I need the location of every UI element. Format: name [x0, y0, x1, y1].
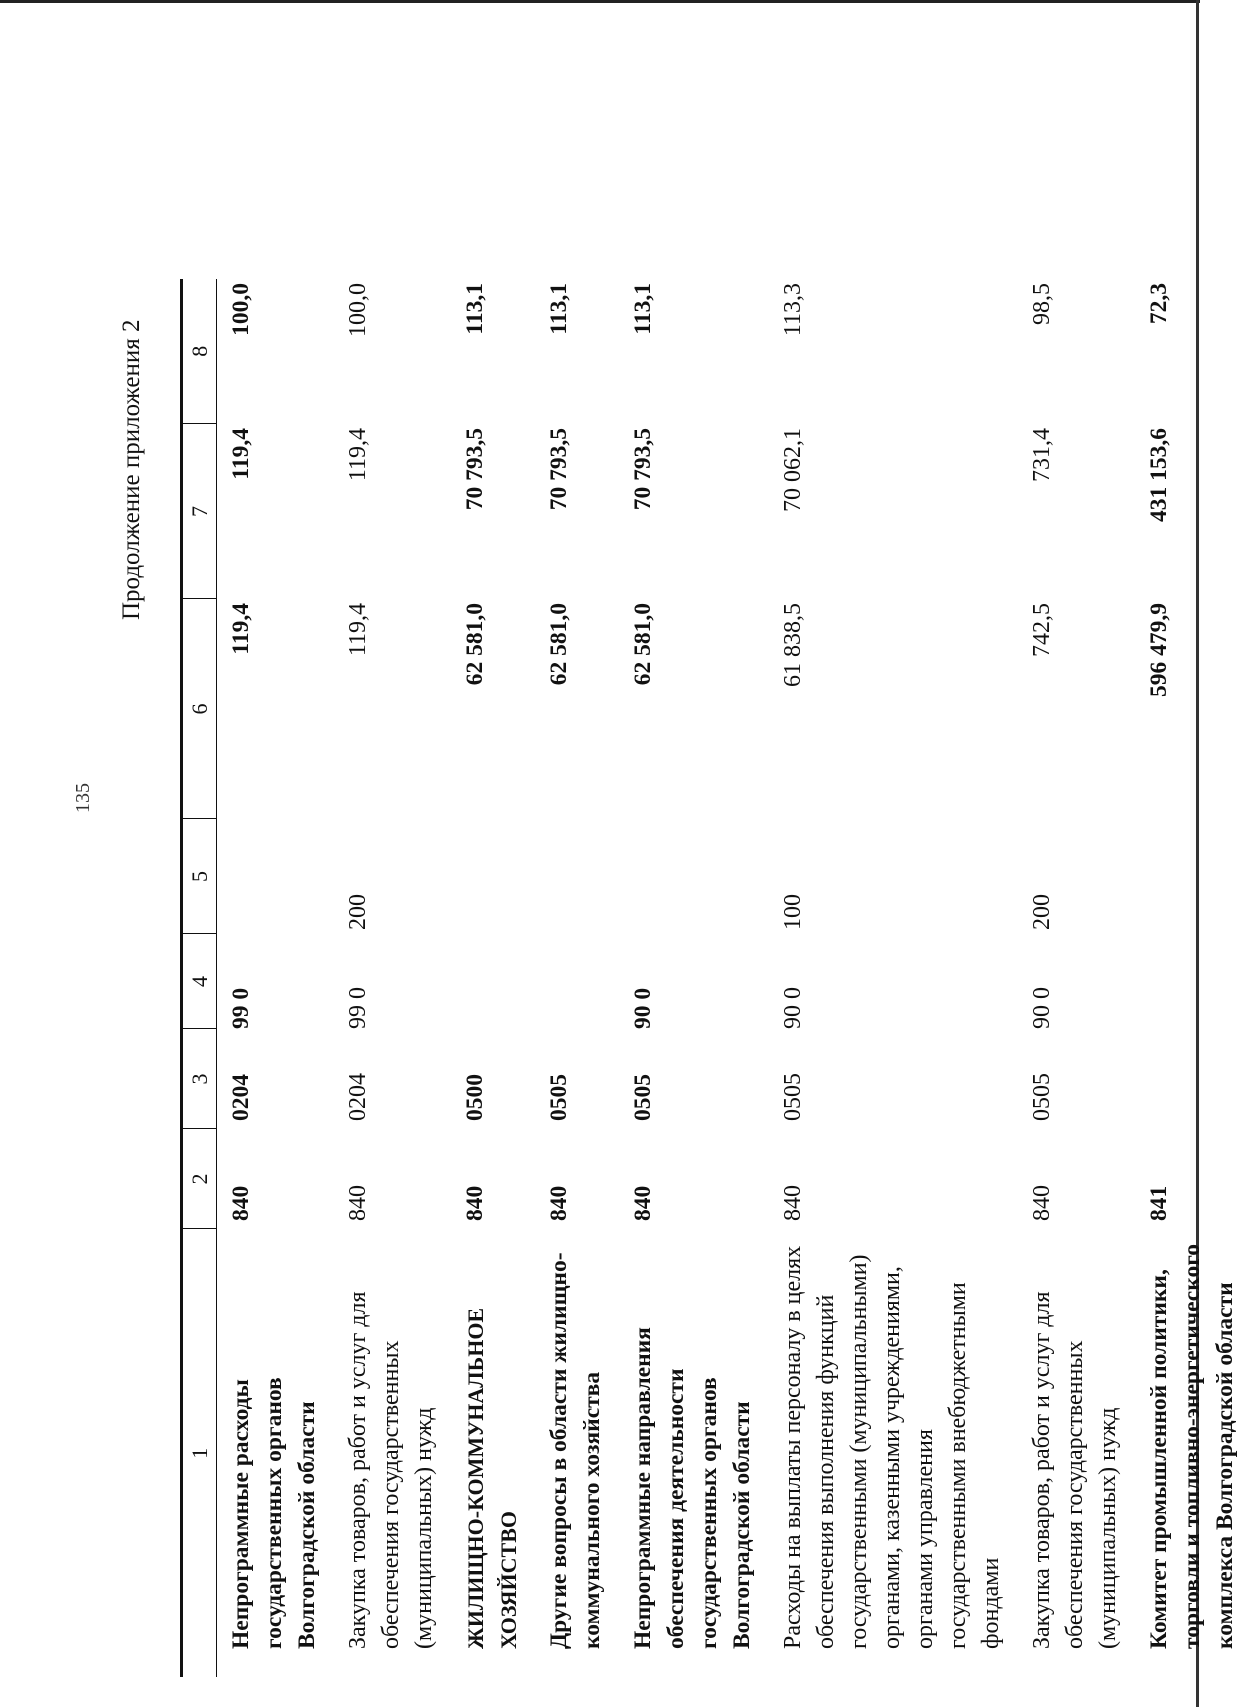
- table-header-row: [182, 279, 217, 1677]
- section-code: 0505: [1029, 1073, 1055, 1121]
- program-code: [1135, 934, 1252, 1029]
- ministry-code: 840: [345, 1185, 371, 1221]
- ministry-code: 840: [630, 1185, 656, 1221]
- column-header: 2: [182, 1129, 217, 1229]
- program-code: [451, 934, 535, 1029]
- percent-value: 100,0: [228, 283, 254, 336]
- table-row: [769, 279, 1018, 1677]
- percent-value: 113,1: [462, 283, 488, 335]
- percent-value: 113,1: [546, 283, 572, 335]
- percent-value: 72,3: [1146, 283, 1172, 325]
- program-code: 90 0: [780, 987, 806, 1029]
- ministry-code: 840: [546, 1185, 572, 1221]
- planned-value: 119,4: [228, 603, 254, 655]
- percent-value: 98,5: [1029, 283, 1055, 325]
- percent-value: 100,0: [345, 283, 371, 337]
- page-top-border: [0, 0, 1200, 3]
- section-code: 0204: [228, 1074, 254, 1121]
- actual-value: 70 793,5: [546, 428, 572, 511]
- section-code: 0500: [462, 1074, 488, 1121]
- rotated-page-content: [0, 267, 1238, 1707]
- expense-type-code: [1135, 819, 1252, 934]
- program-code: 90 0: [1029, 987, 1055, 1029]
- expense-type-code: [451, 819, 535, 934]
- expense-type-code: 200: [345, 894, 371, 930]
- actual-value: 70 793,5: [462, 428, 488, 511]
- expense-type-code: [619, 819, 769, 934]
- section-code: 0505: [546, 1074, 572, 1121]
- program-code: [535, 934, 619, 1029]
- percent-value: 113,3: [780, 283, 806, 337]
- actual-value: 731,4: [1029, 428, 1055, 482]
- budget-table: [180, 279, 1252, 1677]
- actual-value: 70 793,5: [630, 428, 656, 511]
- planned-value: 62 581,0: [630, 603, 656, 686]
- program-code: 99 0: [345, 987, 371, 1029]
- table-row: [619, 279, 769, 1677]
- planned-value: 596 479,9: [1146, 603, 1172, 697]
- expense-name: Закупка товаров, работ и услуг для обеспечения государственных (муниципальных) нужд: [1029, 1291, 1121, 1649]
- column-header: 6: [182, 599, 217, 819]
- section-code: 0505: [780, 1073, 806, 1121]
- table-row: [1018, 279, 1135, 1677]
- ministry-code: 841: [1146, 1185, 1172, 1221]
- ministry-code: 840: [462, 1185, 488, 1221]
- section-code: 0505: [630, 1074, 656, 1121]
- expense-name: Непрограммные направления обеспечения деятельности государственных органов Волгоградской области: [630, 1327, 755, 1649]
- program-code: 99 0: [228, 987, 254, 1029]
- planned-value: 61 838,5: [780, 603, 806, 687]
- actual-value: 431 153,6: [1146, 428, 1172, 522]
- actual-value: 70 062,1: [780, 428, 806, 512]
- section-code: [1135, 1029, 1252, 1129]
- planned-value: 62 581,0: [462, 603, 488, 686]
- planned-value: 62 581,0: [546, 603, 572, 686]
- ministry-code: 840: [780, 1185, 806, 1221]
- column-header: 3: [182, 1029, 217, 1129]
- actual-value: 119,4: [228, 428, 254, 480]
- column-header: 7: [182, 424, 217, 599]
- expense-name: Другие вопросы в области жилищно-коммунального хозяйства: [546, 1252, 605, 1649]
- expense-type-code: 100: [780, 894, 806, 930]
- appendix-caption: Продолжение приложения 2: [118, 319, 145, 620]
- ministry-code: 840: [1029, 1185, 1055, 1221]
- actual-value: 119,4: [345, 428, 371, 482]
- planned-value: 119,4: [345, 603, 371, 657]
- expense-type-code: [217, 819, 335, 934]
- expense-type-code: 200: [1029, 894, 1055, 930]
- table-row: [1135, 279, 1252, 1677]
- page-number: 135: [72, 783, 94, 813]
- table-row: [535, 279, 619, 1677]
- expense-name: ЖИЛИЩНО-КОММУНАЛЬНОЕ ХОЗЯЙСТВО: [463, 1307, 521, 1649]
- column-header: 4: [182, 934, 217, 1029]
- percent-value: 113,1: [630, 283, 656, 335]
- table-row: [334, 279, 451, 1677]
- expense-name: Расходы на выплаты персоналу в целях обеспечения выполнения функций государственными (муниципальными) органами, казенными учреждениями, органами управления государственными внебюджетными фондами: [780, 1245, 1004, 1649]
- table-row: [217, 279, 335, 1677]
- section-code: 0204: [345, 1073, 371, 1121]
- column-header: 1: [182, 1229, 217, 1677]
- expense-type-code: [535, 819, 619, 934]
- column-header: 5: [182, 819, 217, 934]
- program-code: 90 0: [630, 987, 656, 1029]
- expense-name: Комитет промышленной политики, торговли и топливно-энергетического комплекса Волгоградской области: [1146, 1243, 1238, 1649]
- column-header: 8: [182, 279, 217, 424]
- expense-name: Непрограммные расходы государственных органов Волгоградской области: [228, 1377, 320, 1649]
- table-row: [451, 279, 535, 1677]
- ministry-code: 840: [228, 1185, 254, 1221]
- expense-name: Закупка товаров, работ и услуг для обеспечения государственных (муниципальных) нужд: [345, 1291, 437, 1649]
- planned-value: 742,5: [1029, 603, 1055, 657]
